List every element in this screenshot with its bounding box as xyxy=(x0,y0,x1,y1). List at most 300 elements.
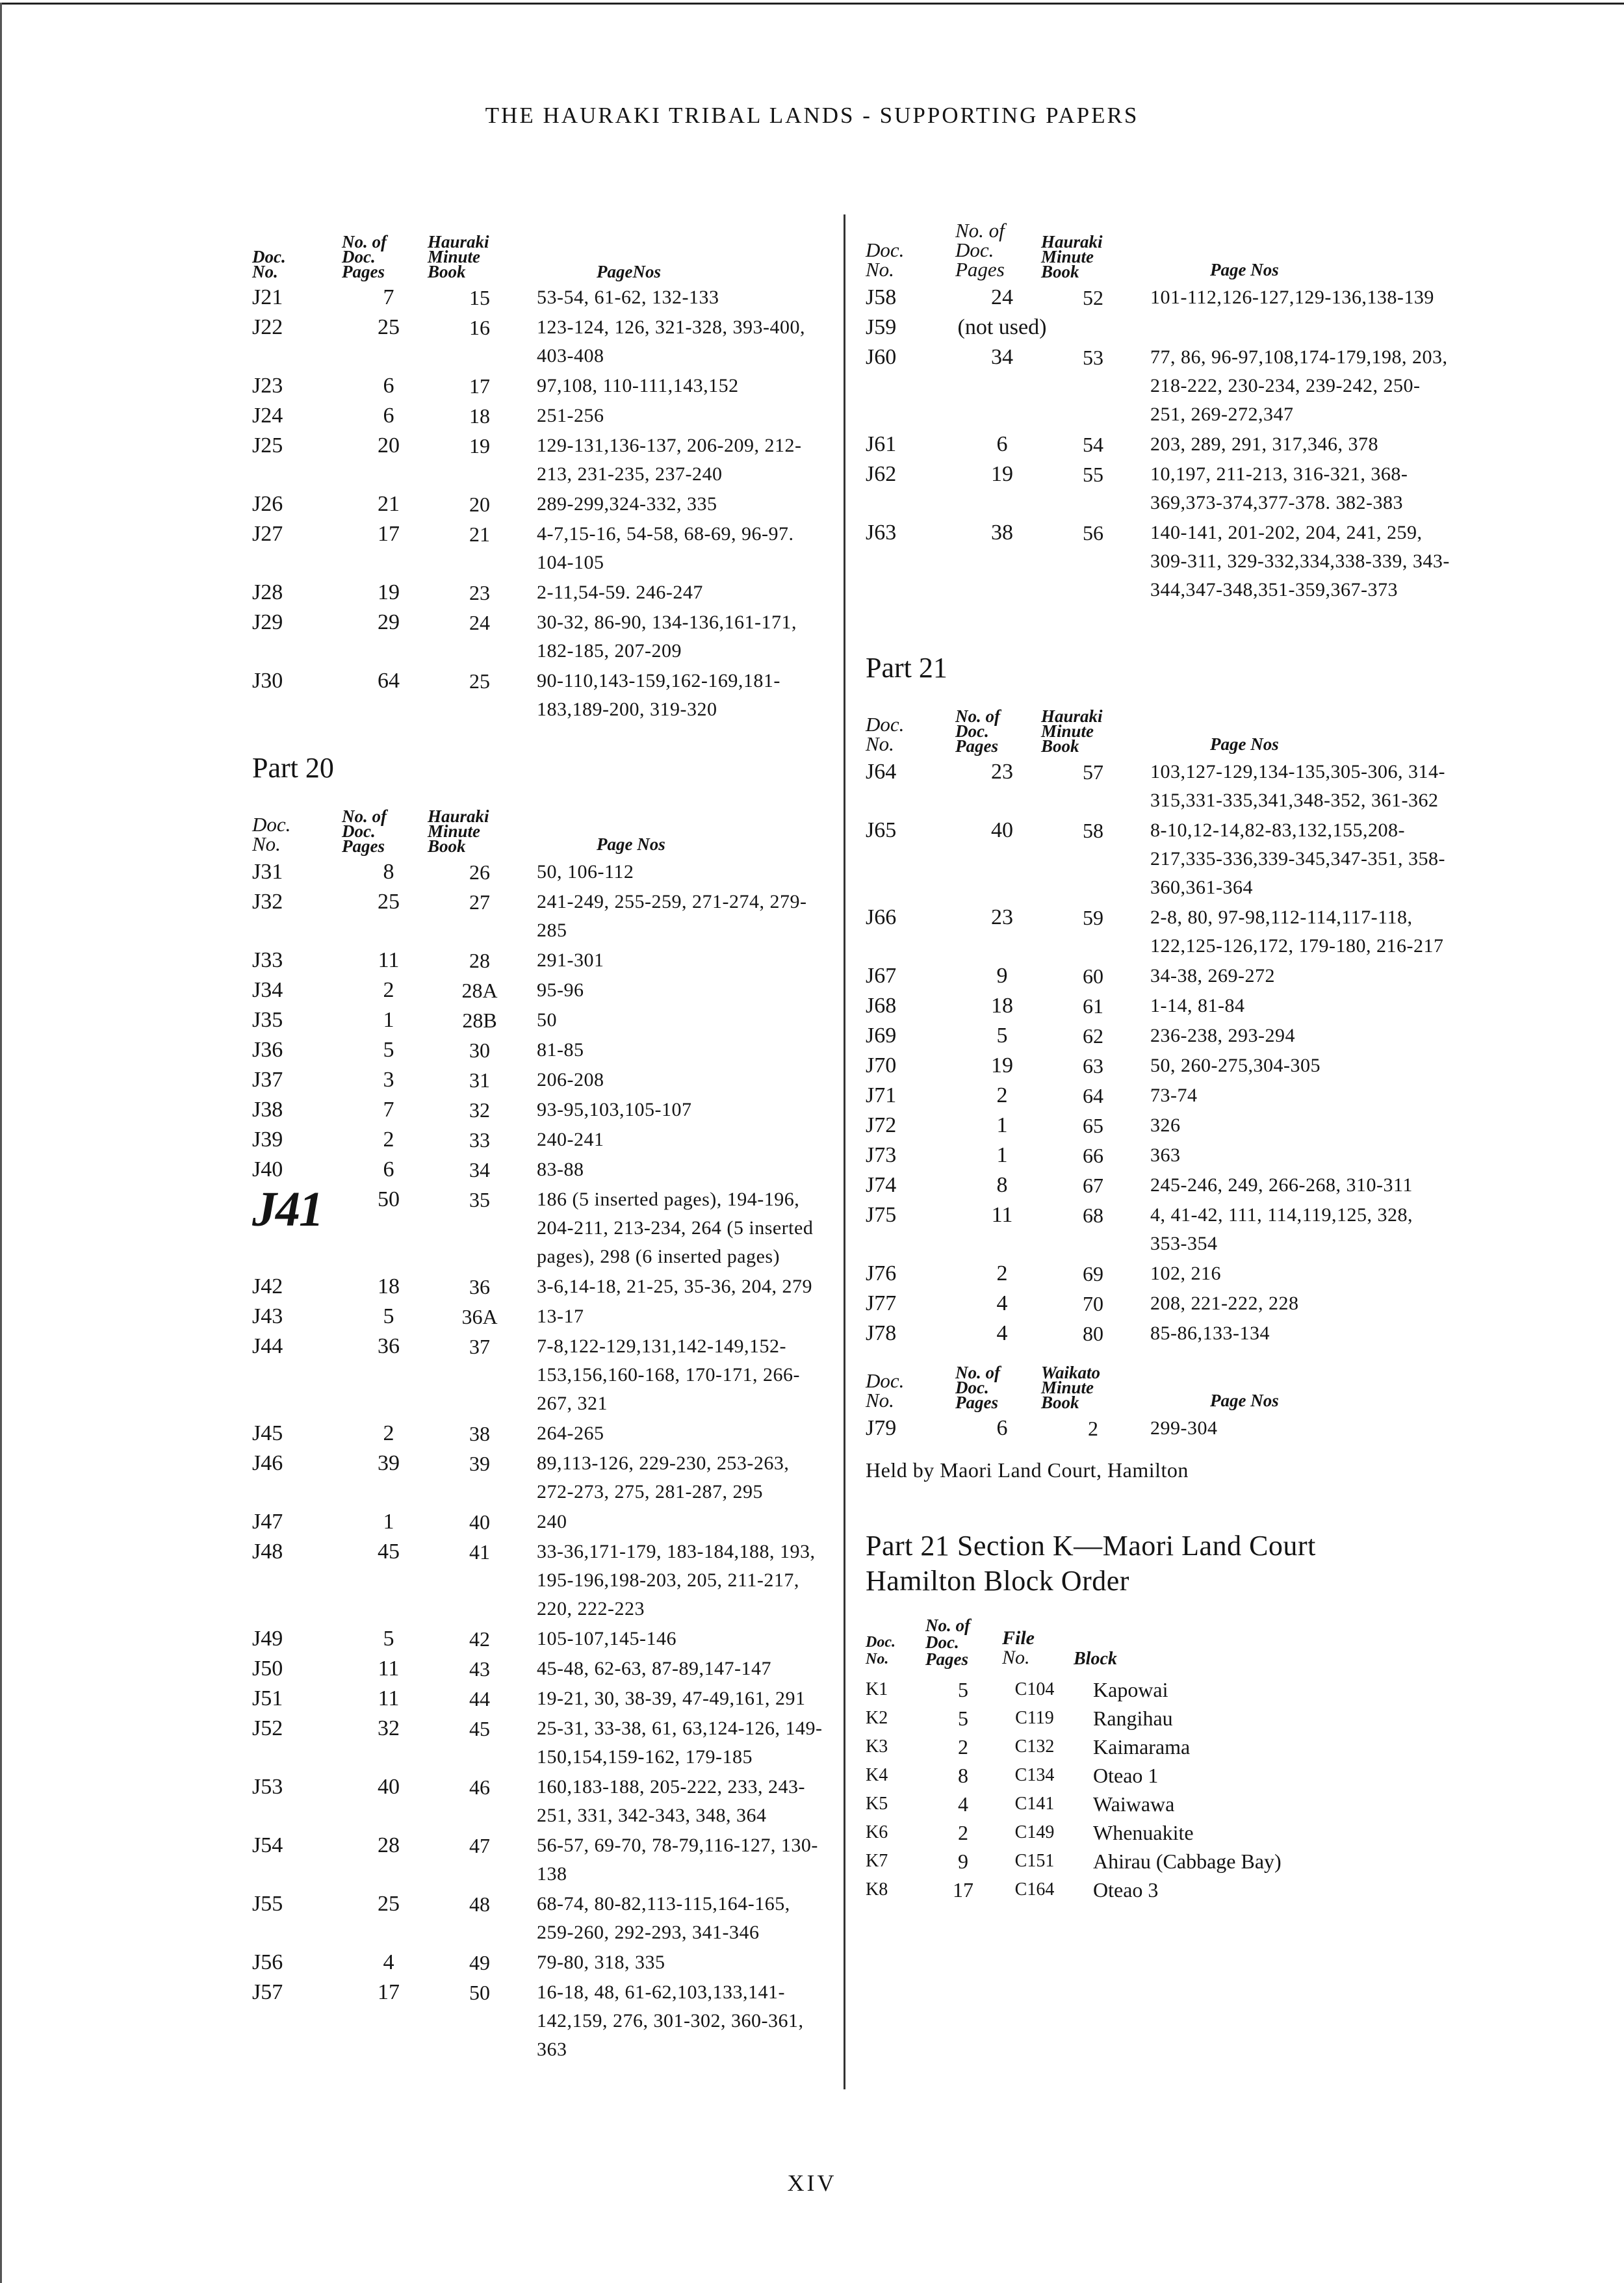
minute-book: 18 xyxy=(469,404,490,428)
table-row xyxy=(252,1449,824,1508)
page-numbers: 264-265 xyxy=(537,1423,604,1444)
page-numbers: 93-95,103,105-107 xyxy=(537,1099,692,1120)
doc-pages: 5 xyxy=(383,1038,394,1062)
minute-book: 62 xyxy=(1083,1024,1103,1048)
column-divider xyxy=(844,214,845,2089)
doc-number: J34 xyxy=(252,978,283,1002)
minute-book: 26 xyxy=(469,860,490,884)
doc-pages: 6 xyxy=(996,432,1008,456)
doc-pages: 17 xyxy=(378,1980,400,2004)
page-numbers: 240 xyxy=(537,1511,567,1532)
minute-book: 31 xyxy=(469,1068,490,1092)
minute-book: 34 xyxy=(469,1158,490,1181)
doc-pages: 1 xyxy=(996,1143,1008,1167)
table-row xyxy=(866,903,1450,962)
doc-number: J50 xyxy=(252,1657,283,1681)
page-numbers: 140-141, 201-202, 204, 241, 259, 309-311, 329-332,334,338-339, 343-344,347-348,351-359,367-373 xyxy=(1150,522,1450,600)
doc-number: J66 xyxy=(866,905,897,929)
table-row xyxy=(866,343,1450,430)
minute-book: 28 xyxy=(469,949,490,972)
minute-book: 30 xyxy=(469,1038,490,1062)
top-rule xyxy=(0,3,1624,5)
table-header-part-21 xyxy=(866,688,1450,758)
page-numbers: 4-7,15-16, 54-58, 68-69, 96-97. 104-105 xyxy=(537,523,794,573)
page-numbers: 103,127-129,134-135,305-306, 314-315,331-335,341,348-352, 361-362 xyxy=(1150,761,1445,811)
file-number: C151 xyxy=(1014,1851,1055,1871)
table-row xyxy=(252,283,824,313)
header-doc-no: Doc. No. xyxy=(252,813,291,855)
table-row xyxy=(252,1036,824,1066)
minute-book: 19 xyxy=(469,434,490,458)
doc-pages: 17 xyxy=(378,522,400,546)
doc-pages: 5 xyxy=(996,1024,1008,1048)
doc-number: J74 xyxy=(866,1173,897,1197)
doc-number: J24 xyxy=(252,404,283,428)
table-rows-k1-k8 xyxy=(866,1675,1450,1904)
doc-number: J61 xyxy=(866,432,897,456)
doc-number: J51 xyxy=(252,1686,283,1710)
doc-pages: 64 xyxy=(378,669,400,693)
doc-pages: 24 xyxy=(991,285,1013,309)
table-row xyxy=(252,313,824,372)
page-numbers: 90-110,143-159,162-169,181-183,189-200, 319-320 xyxy=(537,670,780,720)
page-numbers: 2-8, 80, 97-98,112-114,117-118, 122,125-126,172, 179-180, 216-217 xyxy=(1150,907,1444,957)
header-page-nos: Page Nos xyxy=(1210,260,1279,279)
doc-number: J29 xyxy=(252,610,283,634)
page-numbers: 34-38, 269-272 xyxy=(1150,965,1275,987)
page-numbers: 3-6,14-18, 21-25, 35-36, 204, 279 xyxy=(537,1276,812,1297)
table-row xyxy=(866,992,1450,1022)
file-number: C104 xyxy=(1014,1679,1055,1699)
table-header-section-k xyxy=(866,1599,1450,1675)
page-numbers: 89,113-126, 229-230, 253-263, 272-273, 275, 281-287, 295 xyxy=(537,1452,790,1503)
minute-book: 46 xyxy=(469,1775,490,1799)
doc-number: J54 xyxy=(252,1833,283,1857)
doc-number: J48 xyxy=(252,1540,283,1564)
doc-number: J69 xyxy=(866,1024,897,1048)
minute-book: 40 xyxy=(469,1510,490,1534)
doc-number: J41 xyxy=(252,1182,322,1237)
left-edge-rule xyxy=(0,3,2,2283)
doc-pages: 40 xyxy=(991,818,1013,842)
doc-number: J78 xyxy=(866,1321,897,1345)
doc-pages: 18 xyxy=(378,1274,400,1298)
header-page-nos: Page Nos xyxy=(597,834,665,854)
minute-book: 64 xyxy=(1083,1084,1103,1107)
part-21-title: Part 21 xyxy=(866,652,947,684)
minute-book: 24 xyxy=(469,611,490,634)
table-row xyxy=(866,1111,1450,1141)
doc-pages: 1 xyxy=(383,1008,394,1032)
doc-number: J53 xyxy=(252,1775,283,1799)
table-row xyxy=(252,888,824,946)
doc-pages: 11 xyxy=(378,1686,400,1710)
header-doc-no: Doc. No. xyxy=(866,1369,905,1412)
table-row xyxy=(866,460,1450,519)
page-folio: XIV xyxy=(787,2170,837,2196)
table-row xyxy=(252,578,824,608)
doc-number: J28 xyxy=(252,580,283,604)
header-minute-book: Hauraki Minute Book xyxy=(428,806,489,856)
table-row xyxy=(252,402,824,432)
file-number: C132 xyxy=(1014,1736,1055,1757)
table-row xyxy=(252,1890,824,1948)
table-row xyxy=(252,372,824,402)
doc-pages: 2 xyxy=(996,1083,1008,1107)
page-numbers: 236-238, 293-294 xyxy=(1150,1025,1295,1046)
table-row xyxy=(252,1831,824,1890)
table-row xyxy=(866,758,1450,816)
doc-pages: 28 xyxy=(378,1833,400,1857)
doc-number: K2 xyxy=(866,1708,888,1728)
minute-book: 60 xyxy=(1083,964,1103,988)
minute-book: 50 xyxy=(469,1981,490,2004)
minute-book: 47 xyxy=(469,1834,490,1857)
doc-pages: 1 xyxy=(996,1113,1008,1137)
page-numbers: 33-36,171-179, 183-184,188, 193, 195-196,198-203, 205, 211-217, 220, 222-223 xyxy=(537,1541,816,1619)
table-row xyxy=(252,1419,824,1449)
doc-number: K6 xyxy=(866,1822,888,1842)
table-row xyxy=(252,1538,824,1625)
page-numbers: 1-14, 81-84 xyxy=(1150,995,1245,1016)
doc-number: J52 xyxy=(252,1716,283,1740)
doc-pages: 5 xyxy=(958,1707,968,1730)
block-name: Kaimarama xyxy=(1093,1735,1191,1759)
doc-number: J68 xyxy=(866,994,897,1018)
doc-pages: 8 xyxy=(958,1764,968,1787)
page-numbers: 101-112,126-127,129-136,138-139 xyxy=(1150,287,1434,308)
page-numbers: 68-74, 80-82,113-115,164-165, 259-260, 292-293, 341-346 xyxy=(537,1893,790,1943)
doc-pages: 8 xyxy=(996,1173,1008,1197)
table-row xyxy=(866,1414,1450,1444)
doc-pages: 34 xyxy=(991,345,1013,369)
doc-number: J27 xyxy=(252,522,283,546)
page-numbers: 19-21, 30, 38-39, 47-49,161, 291 xyxy=(537,1688,806,1709)
table-row xyxy=(866,816,1450,903)
doc-pages: 11 xyxy=(378,948,400,972)
table-row xyxy=(252,1655,824,1684)
doc-number: J30 xyxy=(252,669,283,693)
doc-number: J79 xyxy=(866,1416,897,1440)
doc-number: J36 xyxy=(252,1038,283,1062)
minute-book: 35 xyxy=(469,1188,490,1211)
doc-pages: 40 xyxy=(378,1775,400,1799)
table-row xyxy=(866,1289,1450,1319)
minute-book: 44 xyxy=(469,1687,490,1710)
minute-book: 17 xyxy=(469,374,490,398)
minute-book: 80 xyxy=(1083,1322,1103,1345)
page-numbers: 251-256 xyxy=(537,405,604,426)
table-row xyxy=(866,1051,1450,1081)
minute-book: 67 xyxy=(1083,1174,1103,1197)
minute-book: 38 xyxy=(469,1422,490,1445)
page-numbers: 160,183-188, 205-222, 233, 243-251, 331, 342-343, 348, 364 xyxy=(537,1776,805,1826)
table-row xyxy=(252,1302,824,1332)
doc-pages: 20 xyxy=(378,433,400,458)
doc-pages: 29 xyxy=(378,610,400,634)
doc-number: J39 xyxy=(252,1128,283,1152)
doc-number: J42 xyxy=(252,1274,283,1298)
doc-pages: 7 xyxy=(383,1098,394,1122)
page-numbers: 299-304 xyxy=(1150,1417,1218,1439)
doc-number: J75 xyxy=(866,1203,897,1227)
table-row xyxy=(252,1978,824,2065)
block-name: Waiwawa xyxy=(1093,1792,1175,1816)
page-numbers: 97,108, 110-111,143,152 xyxy=(537,375,739,396)
doc-number: J35 xyxy=(252,1008,283,1032)
header-doc-pages: No. of Doc. Pages xyxy=(955,1363,1000,1412)
doc-number: J64 xyxy=(866,760,897,784)
doc-number: J23 xyxy=(252,374,283,398)
minute-book: 37 xyxy=(469,1335,490,1358)
page-numbers: 25-31, 33-38, 61, 63,124-126, 149-150,154,159-162, 179-185 xyxy=(537,1718,823,1768)
table-row xyxy=(252,1332,824,1419)
minute-book: 48 xyxy=(469,1892,490,1916)
table-header-hauraki-2 xyxy=(866,213,1450,283)
table-row xyxy=(866,313,1450,343)
header-block: Block xyxy=(1074,1649,1117,1669)
minute-book: 70 xyxy=(1083,1292,1103,1315)
minute-book: 63 xyxy=(1083,1054,1103,1077)
table-row xyxy=(866,1847,1450,1876)
page-numbers: 7-8,122-129,131,142-149,152-153,156,160-168, 170-171, 266-267, 321 xyxy=(537,1335,800,1414)
minute-book: 45 xyxy=(469,1717,490,1740)
block-name: Oteao 3 xyxy=(1093,1878,1159,1902)
minute-book: 52 xyxy=(1083,286,1103,309)
table-row xyxy=(252,520,824,578)
doc-pages: 50 xyxy=(378,1187,400,1211)
doc-pages: 6 xyxy=(383,404,394,428)
minute-book: 57 xyxy=(1083,760,1103,784)
left-column xyxy=(252,213,824,2065)
doc-pages: 6 xyxy=(383,374,394,398)
page-numbers: 30-32, 86-90, 134-136,161-171, 182-185, 207-209 xyxy=(537,612,797,662)
minute-book: 16 xyxy=(469,316,490,339)
header-doc-no: Doc. No. xyxy=(866,713,905,755)
doc-number: K7 xyxy=(866,1851,888,1871)
minute-book: 15 xyxy=(469,286,490,309)
table-row xyxy=(866,1201,1450,1259)
page-numbers: 206-208 xyxy=(537,1069,604,1090)
table-row xyxy=(866,1818,1450,1847)
table-rows-j31-j57 xyxy=(252,858,824,2065)
page-numbers: 85-86,133-134 xyxy=(1150,1322,1270,1344)
table-row xyxy=(252,1625,824,1655)
page-numbers: 79-80, 318, 335 xyxy=(537,1952,665,1973)
table-row xyxy=(252,976,824,1006)
minute-book: 53 xyxy=(1083,346,1103,369)
minute-book: 32 xyxy=(469,1098,490,1122)
doc-pages: 3 xyxy=(383,1068,394,1092)
table-row xyxy=(866,1022,1450,1051)
file-number: C134 xyxy=(1014,1765,1055,1785)
page-numbers: 56-57, 69-70, 78-79,116-127, 130-138 xyxy=(537,1835,818,1885)
table-row xyxy=(252,1508,824,1538)
doc-number: K8 xyxy=(866,1879,888,1900)
header-page-nos: Page Nos xyxy=(1210,1391,1279,1410)
doc-pages: 5 xyxy=(958,1678,968,1701)
table-row xyxy=(866,283,1450,313)
minute-book: 49 xyxy=(469,1951,490,1974)
table-row xyxy=(252,432,824,490)
header-doc-no: Doc. No. xyxy=(866,239,905,281)
minute-book: 23 xyxy=(469,581,490,604)
minute-book: 28B xyxy=(462,1009,497,1032)
doc-pages: 21 xyxy=(378,492,400,516)
block-name: Rangihau xyxy=(1093,1707,1173,1730)
header-doc-pages: No. of Doc. Pages xyxy=(342,232,387,281)
page-numbers: 13-17 xyxy=(537,1306,584,1327)
table-row xyxy=(252,946,824,976)
page-numbers: 81-85 xyxy=(537,1039,584,1061)
doc-number: J32 xyxy=(252,890,283,914)
doc-pages: 18 xyxy=(991,994,1013,1018)
table-row xyxy=(866,1733,1450,1761)
doc-number: J70 xyxy=(866,1053,897,1077)
file-number: C141 xyxy=(1014,1794,1055,1814)
doc-pages: 5 xyxy=(383,1627,394,1651)
running-head: THE HAURAKI TRIBAL LANDS - SUPPORTING PAPERS xyxy=(485,103,1139,128)
doc-number: J44 xyxy=(252,1334,283,1358)
doc-pages: 2 xyxy=(958,1735,968,1759)
table-rows-j64-j78 xyxy=(866,758,1450,1349)
block-name: Kapowai xyxy=(1093,1678,1168,1701)
doc-number: J55 xyxy=(252,1892,283,1916)
held-by-note: Held by Maori Land Court, Hamilton xyxy=(866,1458,1189,1482)
doc-number: J31 xyxy=(252,860,283,884)
page-numbers: 240-241 xyxy=(537,1129,604,1150)
header-doc-pages: No. of Doc. Pages xyxy=(955,219,1005,281)
table-row xyxy=(252,667,824,725)
table-row xyxy=(252,858,824,888)
minute-book: 59 xyxy=(1083,906,1103,929)
block-name: Oteao 1 xyxy=(1093,1764,1159,1787)
table-row xyxy=(866,1319,1450,1349)
page-numbers: 208, 221-222, 228 xyxy=(1150,1293,1299,1314)
doc-pages: 32 xyxy=(378,1716,400,1740)
doc-number: J59 xyxy=(866,315,897,339)
table-row xyxy=(252,1182,824,1272)
table-row xyxy=(866,1876,1450,1904)
doc-number: J22 xyxy=(252,315,283,339)
page-numbers: 129-131,136-137, 206-209, 212-213, 231-235, 237-240 xyxy=(537,435,802,485)
file-number: C119 xyxy=(1015,1708,1054,1728)
minute-book: 36A xyxy=(461,1305,498,1328)
page-numbers: 10,197, 211-213, 316-321, 368-369,373-374,377-378. 382-383 xyxy=(1150,463,1408,513)
table-row xyxy=(252,1096,824,1126)
file-number: C149 xyxy=(1014,1822,1055,1842)
doc-pages: 11 xyxy=(991,1203,1013,1227)
doc-pages: (not used) xyxy=(957,315,1047,339)
table-row xyxy=(866,1259,1450,1289)
minute-book: 58 xyxy=(1083,819,1103,842)
page-numbers: 289-299,324-332, 335 xyxy=(537,493,717,515)
page-numbers: 77, 86, 96-97,108,174-179,198, 203, 218-222, 230-234, 239-242, 250-251, 269-272,347 xyxy=(1150,346,1448,425)
table-rows-j58-j63 xyxy=(866,283,1450,606)
page-numbers: 50 xyxy=(537,1009,557,1031)
page-numbers: 123-124, 126, 321-328, 393-400, 403-408 xyxy=(537,316,805,367)
table-header-waikato xyxy=(866,1349,1450,1414)
doc-pages: 7 xyxy=(383,285,394,309)
minute-book: 68 xyxy=(1083,1204,1103,1227)
doc-number: J77 xyxy=(866,1291,897,1315)
table-row xyxy=(866,1081,1450,1111)
table-row xyxy=(866,519,1450,606)
minute-book: 2 xyxy=(1088,1417,1098,1440)
block-name: Whenuakite xyxy=(1093,1821,1194,1844)
doc-pages: 6 xyxy=(383,1157,394,1181)
minute-book: 39 xyxy=(469,1452,490,1475)
doc-pages: 9 xyxy=(996,964,1008,988)
table-row xyxy=(866,430,1450,460)
table-row xyxy=(252,1948,824,1978)
doc-pages: 5 xyxy=(383,1304,394,1328)
table-rows-j79 xyxy=(866,1414,1450,1444)
doc-pages: 2 xyxy=(383,978,394,1002)
page-numbers: 73-74 xyxy=(1150,1085,1198,1106)
minute-book: 61 xyxy=(1083,994,1103,1018)
page-numbers: 50, 106-112 xyxy=(537,861,634,883)
table-header-part-20 xyxy=(252,788,824,858)
doc-number: J65 xyxy=(866,818,897,842)
header-doc-pages: No. of Doc. Pages xyxy=(955,706,1000,756)
doc-number: J73 xyxy=(866,1143,897,1167)
doc-pages: 25 xyxy=(378,1892,400,1916)
doc-number: J37 xyxy=(252,1068,283,1092)
table-row xyxy=(252,490,824,520)
page-numbers: 8-10,12-14,82-83,132,155,208-217,335-336,339-345,347-351, 358-360,361-364 xyxy=(1150,819,1445,898)
doc-number: J21 xyxy=(252,285,283,309)
minute-book: 21 xyxy=(469,522,490,546)
doc-number: J47 xyxy=(252,1510,283,1534)
doc-pages: 4 xyxy=(996,1321,1008,1345)
doc-number: J26 xyxy=(252,492,283,516)
page-numbers: 241-249, 255-259, 271-274, 279-285 xyxy=(537,891,807,941)
minute-book: 41 xyxy=(469,1540,490,1564)
table-row xyxy=(866,962,1450,992)
page-numbers: 95-96 xyxy=(537,979,584,1001)
doc-pages: 9 xyxy=(958,1850,968,1873)
doc-number: J40 xyxy=(252,1157,283,1181)
doc-number: J58 xyxy=(866,285,897,309)
doc-number: K3 xyxy=(866,1736,888,1757)
header-doc-pages: No. of Doc. Pages xyxy=(342,806,387,856)
doc-pages: 36 xyxy=(378,1334,400,1358)
doc-number: J45 xyxy=(252,1421,283,1445)
doc-pages: 23 xyxy=(991,905,1013,929)
page-numbers: 4, 41-42, 111, 114,119,125, 328, 353-354 xyxy=(1150,1204,1413,1254)
doc-number: J43 xyxy=(252,1304,283,1328)
table-row xyxy=(866,1790,1450,1818)
doc-pages: 4 xyxy=(958,1792,968,1816)
file-number: C164 xyxy=(1014,1879,1055,1900)
doc-pages: 25 xyxy=(378,315,400,339)
page-numbers: 2-11,54-59. 246-247 xyxy=(537,582,703,603)
minute-book: 33 xyxy=(469,1128,490,1152)
doc-pages: 38 xyxy=(991,521,1013,545)
table-row xyxy=(866,1761,1450,1790)
doc-number: J25 xyxy=(252,433,283,458)
doc-number: J33 xyxy=(252,948,283,972)
doc-pages: 4 xyxy=(383,1950,394,1974)
block-name: Ahirau (Cabbage Bay) xyxy=(1093,1850,1282,1873)
page-numbers: 105-107,145-146 xyxy=(537,1628,677,1649)
page-numbers: 83-88 xyxy=(537,1159,584,1180)
page-numbers: 291-301 xyxy=(537,949,604,971)
table-row xyxy=(252,1773,824,1831)
doc-pages: 19 xyxy=(991,462,1013,486)
table-row xyxy=(252,1684,824,1714)
